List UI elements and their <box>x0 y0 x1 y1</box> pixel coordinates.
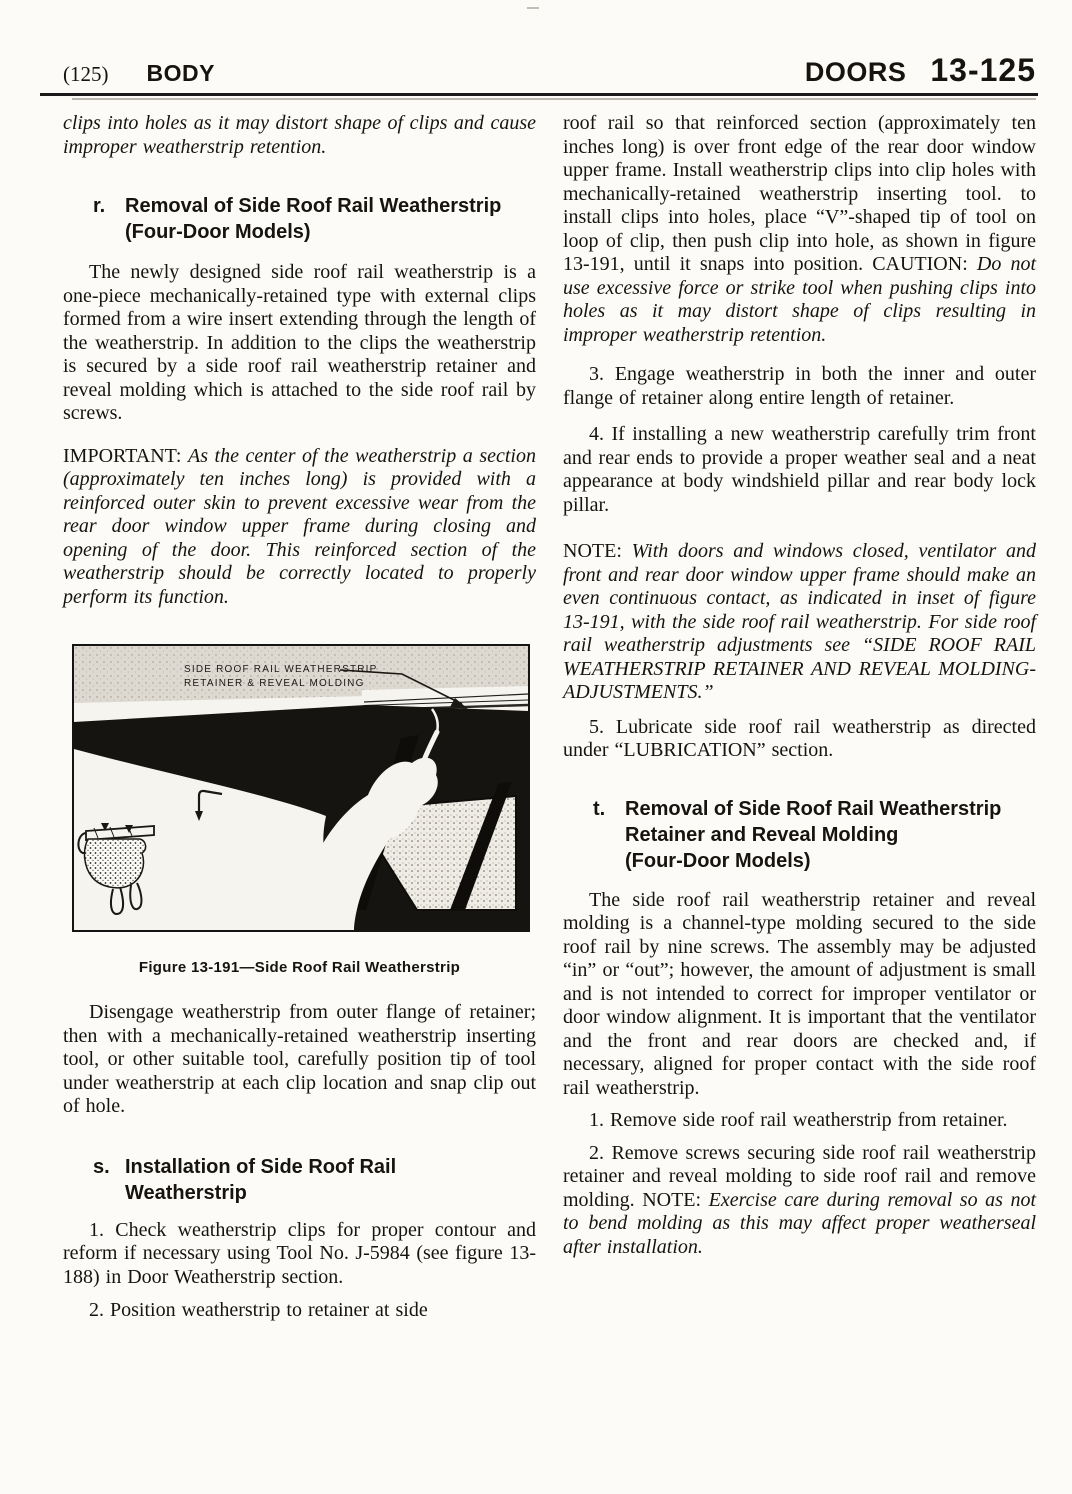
subsection-title-line: Removal of Side Roof Rail Weatherstrip <box>625 797 1002 820</box>
subsection-title-line: Removal of Side Roof Rail Weatherstrip <box>125 195 502 217</box>
paragraph-new-design: The newly designed side roof rail weatherstrip is a one-piece mechanically-retained type with external clips formed from a wire insert extending through the length of the weatherstrip. In addition to the clips the weatherstrip is secured by a side roof rail weatherstrip retainer and reveal molding which is attached to the side roof rail by screws. <box>63 261 536 424</box>
continuation-paragraph-right <box>563 112 1036 347</box>
subsection-title <box>125 193 501 245</box>
page-number-right: 13-125 <box>930 52 1036 88</box>
subsection-title-line: Weatherstrip <box>125 1181 247 1204</box>
step-2-removal-roman: 2. Remove screws securing side roof rail weatherstrip retainer and reveal molding to side roof rail and remove molding. NOTE: <box>563 1141 1036 1211</box>
header-left <box>63 60 215 87</box>
note-label: NOTE: <box>563 540 632 562</box>
left-column <box>63 112 536 1323</box>
step-1-install: 1. Check weatherstrip clips for proper contour and reform if necessary using Tool No. J-5984 (see figure 13-188) in Door Weatherstrip section. <box>63 1218 536 1288</box>
subsection-title-line: Installation of Side Roof Rail <box>125 1155 397 1178</box>
header-right <box>805 52 1036 89</box>
step-3-install: 3. Engage weatherstrip in both the inner and outer flange of retainer along entire length of retainer. <box>563 363 1036 409</box>
continuation-paragraph: clips into holes as it may distort shape of clips and cause improper weatherstrip retention. <box>63 112 536 158</box>
header-rule-shadow <box>72 98 1036 100</box>
step-2-install: 2. Position weatherstrip to retainer at side <box>89 1299 428 1321</box>
scan-artifact <box>527 7 539 9</box>
figure-box <box>72 644 530 932</box>
figure-caption: Figure 13-191—Side Roof Rail Weatherstrip <box>138 959 461 976</box>
figure-label-line1: SIDE ROOF RAIL WEATHERSTRIP <box>184 664 378 675</box>
paragraph-retainer: The side roof rail weatherstrip retainer and reveal molding is a channel-type molding secured to the side roof rail by nine screws. The assembly may be adjusted “in” or “out”; however, the amount of adjustment is small and is not intended to correct for improper ventilator or door window alignment. It is important that the ventilator and the front and rear doors are checked and, if necessary, aligned for proper contact with the side roof rail weatherstrip. <box>563 888 1036 1099</box>
subsection-title <box>625 796 1001 874</box>
page-header <box>63 52 1036 89</box>
subsection-title-line: Retainer and Reveal Molding <box>625 823 899 846</box>
right-column <box>563 112 1036 1323</box>
step-5-install: 5. Lubricate side roof rail weatherstrip as directed under “LUBRICATION” section. <box>563 715 1036 761</box>
note-text: With doors and windows closed, ventilator and front and rear door window upper frame should make an even continuous contact, as indicated in inset of figure 13-191, with the side roof rail weatherstrip. For side roof rail weatherstrip adjustments see “SIDE ROOF RAIL WEATHERSTRIP RETAINER AND REVEAL MOLDING-ADJUSTMENTS.” <box>563 540 1036 703</box>
page-number-left: (125) <box>63 62 109 86</box>
step-1-removal: 1. Remove side roof rail weatherstrip from retainer. <box>589 1109 1008 1131</box>
section-label-doors: DOORS <box>804 57 907 87</box>
subsection-heading-r <box>93 193 536 245</box>
header-rule <box>40 93 1038 96</box>
paragraph-important <box>63 445 536 610</box>
paragraph-disengage: Disengage weatherstrip from outer flange of retainer; then with a mechanically-retained weatherstrip inserting tool, or other suitable tool, carefully position tip of tool under weatherstrip at each clip location and snap clip out of hole. <box>63 1001 536 1117</box>
step-2-removal-italic: Exercise care during removal so as not to bend molding as this may affect proper weatherseal after installation. <box>563 1188 1036 1258</box>
subsection-letter: s. <box>93 1155 110 1178</box>
subsection-title-line: (Four-Door Models) <box>125 221 311 243</box>
figure-label-line2: RETAINER & REVEAL MOLDING <box>184 678 365 689</box>
two-column-body <box>63 112 1036 1323</box>
paragraph-note <box>563 540 1036 705</box>
subsection-heading-t <box>593 796 1036 874</box>
continuation-roman: roof rail so that reinforced section (approximately ten inches long) is over front edge of the rear door window upper frame. Install weatherstrip clips into clip holes with mechanically-retained weatherstrip inserting tool. to install clips into holes, place “V”-shaped tip of tool on loop of clip, then push clip into hole, as shown in figure 13-191, until it snaps into position. CAUTION: <box>563 112 1036 275</box>
important-text: As the center of the weatherstrip a section (approximately ten inches long) is provided with a reinforced outer skin to prevent excessive wear from the rear door window upper frame during closing and opening of the door. This reinforced section of the weatherstrip should be correctly located to properly perform its function. <box>63 444 536 608</box>
subsection-title-line: (Four-Door Models) <box>625 849 811 872</box>
important-label: IMPORTANT: <box>63 444 188 467</box>
subsection-heading-s <box>93 1154 536 1206</box>
section-label-body: BODY <box>146 60 215 86</box>
step-2-removal <box>563 1142 1036 1260</box>
figure-illustration <box>74 646 528 930</box>
subsection-letter: t. <box>593 797 606 820</box>
subsection-letter: r. <box>93 195 106 217</box>
caution-text: Do not use excessive force or strike tool when pushing clips into holes as it may distort shape of clips resulting in improper weatherstrip retention. <box>563 253 1036 346</box>
subsection-title <box>125 1154 396 1206</box>
step-4-install: 4. If installing a new weatherstrip carefully trim front and rear ends to provide a proper weather seal and a neat appearance at body windshield pillar and rear body lock pillar. <box>563 423 1036 516</box>
